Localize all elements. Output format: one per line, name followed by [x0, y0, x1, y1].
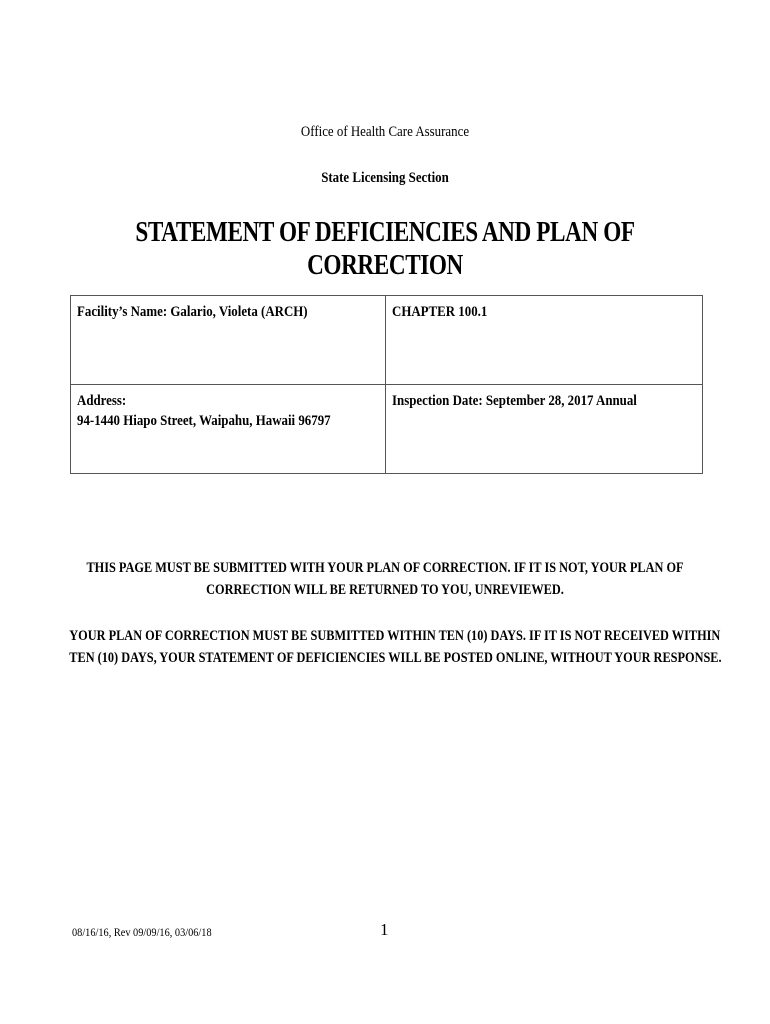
revision-date: 08/16/16, Rev 09/09/16, 03/06/18: [72, 925, 212, 939]
notice-line: YOUR PLAN OF CORRECTION MUST BE SUBMITTED WITHIN TEN (10) DAYS. IF IT IS NOT RECEIVED WITHIN: [69, 628, 721, 644]
notice-line: CORRECTION WILL BE RETURNED TO YOU, UNREVIEWED.: [206, 582, 564, 598]
chapter-cell: [386, 296, 703, 385]
document-title: STATEMENT OF DEFICIENCIES AND PLAN OF CORRECTION: [135, 216, 635, 281]
page-number: 1: [380, 920, 389, 939]
deadline-notice: [0, 625, 770, 669]
address-label: Address:: [77, 393, 127, 409]
facility-name-cell: [71, 296, 386, 385]
section-name: State Licensing Section: [321, 170, 449, 186]
facility-name: Facility’s Name: Galario, Violeta (ARCH): [77, 304, 308, 320]
chapter: CHAPTER 100.1: [392, 304, 488, 320]
notice-line: TEN (10) DAYS, YOUR STATEMENT OF DEFICIENCIES WILL BE POSTED ONLINE, WITHOUT YOUR RESPONSE.: [69, 650, 722, 666]
office-name: Office of Health Care Assurance: [300, 124, 470, 140]
facility-info-table: [70, 295, 703, 474]
address-value: 94-1440 Hiapo Street, Waipahu, Hawaii 96797: [77, 413, 331, 429]
table-row: [71, 385, 703, 474]
address-cell: [71, 385, 386, 474]
inspection-date: Inspection Date: September 28, 2017 Annual: [392, 393, 637, 409]
inspection-cell: [386, 385, 703, 474]
submission-notice: [0, 557, 770, 601]
table-row: [71, 296, 703, 385]
notice-line: THIS PAGE MUST BE SUBMITTED WITH YOUR PLAN OF CORRECTION. IF IT IS NOT, YOUR PLAN OF: [86, 560, 684, 576]
